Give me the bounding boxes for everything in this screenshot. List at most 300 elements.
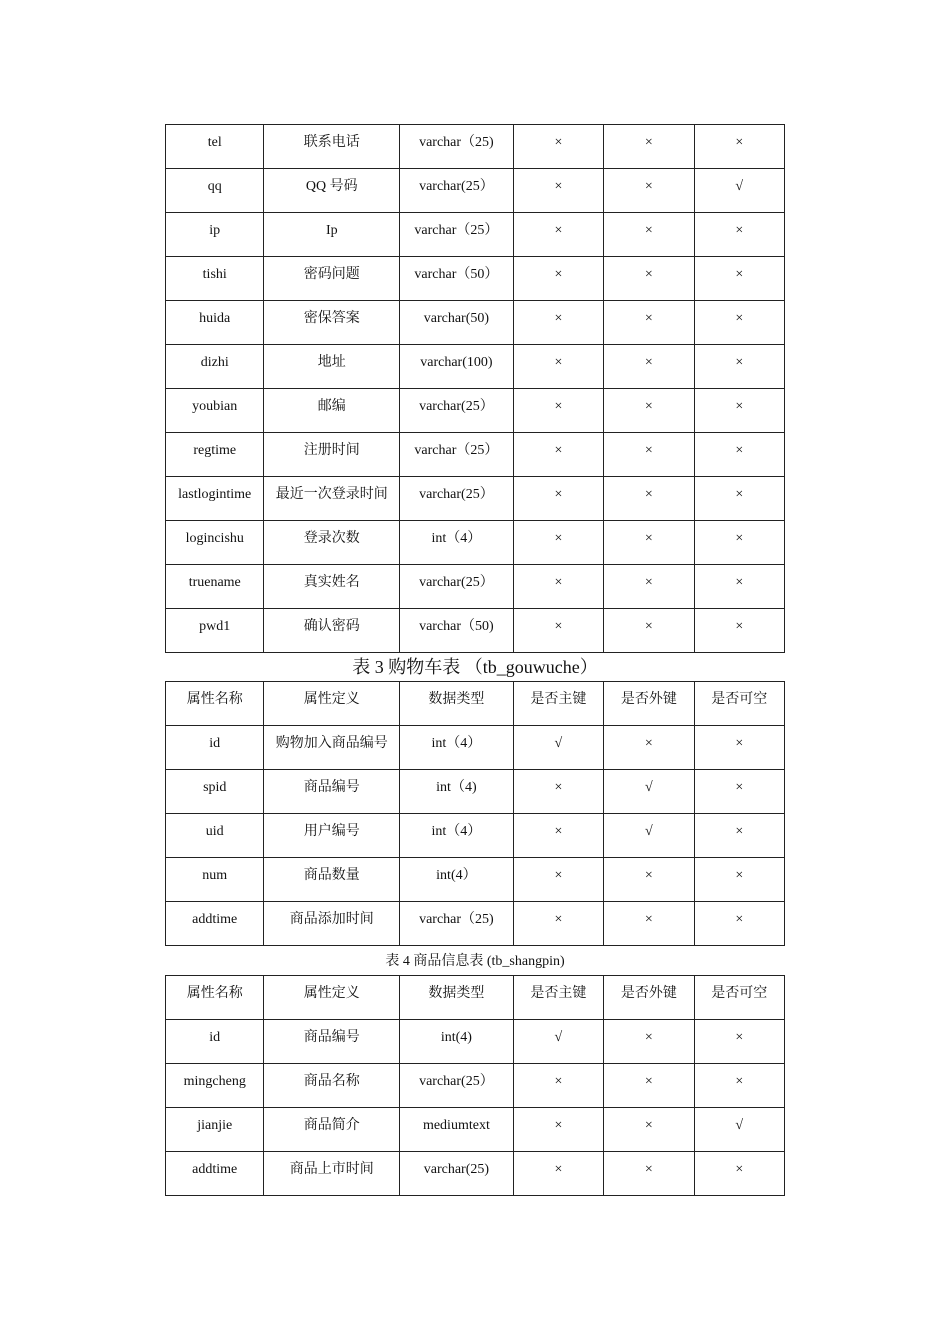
cell-text: 注册时间 — [303, 443, 360, 458]
data-type-cell — [400, 257, 514, 301]
cell-text: × — [554, 267, 563, 282]
header-cell — [264, 976, 400, 1020]
nullable-cell — [694, 213, 784, 257]
foreign-key-cell — [604, 902, 694, 946]
cell-text: spid — [203, 780, 227, 795]
cell-text: × — [644, 736, 653, 751]
cell-text: int(4) — [440, 1030, 472, 1045]
data-type-cell — [400, 169, 514, 213]
nullable-cell — [694, 477, 784, 521]
cell-text: × — [554, 531, 563, 546]
cell-text: 密码问题 — [303, 267, 360, 282]
attr-def-cell — [264, 726, 400, 770]
cell-text: × — [735, 443, 744, 458]
cell-text: × — [644, 487, 653, 502]
cell-text: Ip — [325, 223, 338, 238]
cart-table — [165, 681, 785, 946]
cell-text: num — [202, 868, 228, 883]
cell-text: × — [644, 1118, 653, 1133]
cell-text: varchar（50） — [414, 267, 499, 282]
table-row — [166, 609, 785, 653]
cell-text: varchar（25） — [414, 223, 499, 238]
cell-text: × — [644, 531, 653, 546]
primary-key-cell — [513, 169, 603, 213]
cell-text: × — [735, 267, 744, 282]
cell-text: × — [735, 531, 744, 546]
attr-def-cell — [264, 477, 400, 521]
foreign-key-cell — [604, 565, 694, 609]
cell-text: varchar(25） — [419, 1074, 494, 1089]
primary-key-cell — [513, 726, 603, 770]
cell-text: varchar(25） — [419, 575, 494, 590]
cell-text: × — [644, 135, 653, 150]
data-type-cell — [400, 1020, 514, 1064]
cell-text: × — [554, 780, 563, 795]
cell-text: √ — [644, 824, 653, 839]
cell-text: √ — [735, 179, 744, 194]
data-type-cell — [400, 389, 514, 433]
data-type-cell — [400, 1152, 514, 1196]
attr-def-cell — [264, 125, 400, 169]
attr-name-cell — [166, 1064, 264, 1108]
attr-name-cell — [166, 433, 264, 477]
table-header-row — [166, 976, 785, 1020]
cell-text: id — [209, 1030, 221, 1045]
cell-text: uid — [205, 824, 224, 839]
attr-name-cell — [166, 565, 264, 609]
cell-text: pwd1 — [199, 619, 231, 634]
table-body — [166, 976, 785, 1196]
cell-text: √ — [644, 780, 653, 795]
cell-text: truename — [188, 575, 241, 590]
attr-def-cell — [264, 257, 400, 301]
attr-def-cell — [264, 1020, 400, 1064]
foreign-key-cell — [604, 770, 694, 814]
cell-text: varchar(100) — [420, 355, 493, 370]
attr-name-cell — [166, 389, 264, 433]
user-table-continued — [165, 124, 785, 653]
cell-text: × — [644, 619, 653, 634]
attr-name-cell — [166, 770, 264, 814]
table-body — [166, 682, 785, 946]
cell-text: QQ 号码 — [305, 179, 358, 194]
header-cell — [400, 976, 514, 1020]
nullable-cell — [694, 521, 784, 565]
cell-text: 商品添加时间 — [289, 912, 374, 927]
cell-text: × — [644, 912, 653, 927]
cell-text: 联系电话 — [303, 135, 360, 150]
table-row — [166, 389, 785, 433]
header-cell — [694, 976, 784, 1020]
cell-text: × — [554, 1074, 563, 1089]
cell-text: × — [644, 267, 653, 282]
cell-text: × — [644, 868, 653, 883]
data-type-cell — [400, 902, 514, 946]
foreign-key-cell — [604, 1064, 694, 1108]
cell-text: × — [735, 223, 744, 238]
cell-text: addtime — [192, 1162, 238, 1177]
foreign-key-cell — [604, 1020, 694, 1064]
primary-key-cell — [513, 1020, 603, 1064]
cell-text: × — [735, 1162, 744, 1177]
cell-text: 购物加入商品编号 — [275, 736, 388, 751]
cell-text: 属性定义 — [303, 692, 360, 707]
cell-text: × — [554, 179, 563, 194]
primary-key-cell — [513, 609, 603, 653]
data-type-cell — [400, 726, 514, 770]
cell-text: int（4） — [431, 531, 482, 546]
table-row — [166, 257, 785, 301]
cell-text: × — [735, 868, 744, 883]
cell-text: × — [554, 868, 563, 883]
table-row — [166, 477, 785, 521]
cell-text: varchar(25） — [419, 179, 494, 194]
primary-key-cell — [513, 389, 603, 433]
cell-text: √ — [735, 1118, 744, 1133]
attr-name-cell — [166, 169, 264, 213]
cell-text: int（4） — [431, 824, 482, 839]
cell-text: lastlogintime — [178, 487, 252, 502]
table-row — [166, 213, 785, 257]
cell-text: jianjie — [197, 1118, 233, 1133]
nullable-cell — [694, 1152, 784, 1196]
data-type-cell — [400, 521, 514, 565]
attr-name-cell — [166, 213, 264, 257]
data-type-cell — [400, 814, 514, 858]
foreign-key-cell — [604, 814, 694, 858]
primary-key-cell — [513, 433, 603, 477]
foreign-key-cell — [604, 858, 694, 902]
product-table — [165, 975, 785, 1196]
cell-text: huida — [199, 311, 231, 326]
cell-text: varchar(25) — [423, 1162, 490, 1177]
attr-def-cell — [264, 814, 400, 858]
cell-text: × — [644, 575, 653, 590]
cell-text: × — [735, 575, 744, 590]
cell-text: × — [735, 311, 744, 326]
attr-name-cell — [166, 1152, 264, 1196]
cell-text: varchar（25） — [414, 443, 499, 458]
cell-text: varchar（25) — [419, 135, 494, 150]
cell-text: mingcheng — [183, 1074, 246, 1089]
cell-text: 属性名称 — [186, 692, 243, 707]
nullable-cell — [694, 389, 784, 433]
cell-text: tishi — [202, 267, 227, 282]
attr-def-cell — [264, 1152, 400, 1196]
nullable-cell — [694, 770, 784, 814]
attr-name-cell — [166, 477, 264, 521]
nullable-cell — [694, 565, 784, 609]
attr-name-cell — [166, 125, 264, 169]
cell-text: mediumtext — [422, 1118, 490, 1133]
primary-key-cell — [513, 301, 603, 345]
attr-def-cell — [264, 345, 400, 389]
attr-def-cell — [264, 609, 400, 653]
foreign-key-cell — [604, 433, 694, 477]
table-row — [166, 565, 785, 609]
cell-text: × — [644, 355, 653, 370]
nullable-cell — [694, 902, 784, 946]
cell-text: 商品简介 — [303, 1118, 360, 1133]
cell-text: varchar(25） — [419, 487, 494, 502]
attr-name-cell — [166, 858, 264, 902]
cell-text: × — [735, 487, 744, 502]
cell-text: int（4) — [436, 780, 477, 795]
header-cell — [166, 682, 264, 726]
cell-text: int(4） — [436, 868, 477, 883]
nullable-cell — [694, 1020, 784, 1064]
foreign-key-cell — [604, 345, 694, 389]
foreign-key-cell — [604, 125, 694, 169]
attr-def-cell — [264, 858, 400, 902]
table-4-caption: 表 4 商品信息表 (tb_shangpin) — [385, 954, 565, 969]
table-row — [166, 814, 785, 858]
cell-text: × — [554, 223, 563, 238]
nullable-cell — [694, 169, 784, 213]
foreign-key-cell — [604, 389, 694, 433]
cell-text: × — [554, 912, 563, 927]
cell-text: regtime — [193, 443, 237, 458]
attr-def-cell — [264, 902, 400, 946]
attr-def-cell — [264, 1064, 400, 1108]
cell-text: 登录次数 — [303, 531, 360, 546]
cell-text: 是否主键 — [530, 692, 587, 707]
cell-text: × — [554, 824, 563, 839]
primary-key-cell — [513, 565, 603, 609]
cell-text: 是否外键 — [620, 986, 677, 1001]
cell-text: × — [554, 399, 563, 414]
cell-text: × — [644, 179, 653, 194]
primary-key-cell — [513, 1152, 603, 1196]
data-type-cell — [400, 125, 514, 169]
table-row — [166, 1020, 785, 1064]
data-type-cell — [400, 345, 514, 389]
cell-text: 是否外键 — [620, 692, 677, 707]
foreign-key-cell — [604, 169, 694, 213]
cell-text: × — [644, 311, 653, 326]
nullable-cell — [694, 125, 784, 169]
data-type-cell — [400, 770, 514, 814]
cell-text: × — [735, 780, 744, 795]
cell-text: × — [735, 1030, 744, 1045]
cell-text: 真实姓名 — [303, 575, 360, 590]
primary-key-cell — [513, 521, 603, 565]
table-row — [166, 521, 785, 565]
attr-name-cell — [166, 521, 264, 565]
foreign-key-cell — [604, 1152, 694, 1196]
header-cell — [264, 682, 400, 726]
header-cell — [166, 976, 264, 1020]
cell-text: addtime — [192, 912, 238, 927]
attr-name-cell — [166, 257, 264, 301]
cell-text: × — [735, 912, 744, 927]
table-row — [166, 1108, 785, 1152]
attr-def-cell — [264, 301, 400, 345]
primary-key-cell — [513, 902, 603, 946]
cell-text: varchar(50) — [423, 311, 490, 326]
table-row — [166, 1152, 785, 1196]
primary-key-cell — [513, 770, 603, 814]
cell-text: 是否可空 — [711, 986, 768, 1001]
data-type-cell — [400, 858, 514, 902]
foreign-key-cell — [604, 213, 694, 257]
cell-text: varchar(25） — [419, 399, 494, 414]
primary-key-cell — [513, 1108, 603, 1152]
primary-key-cell — [513, 814, 603, 858]
cell-text: 商品名称 — [303, 1074, 360, 1089]
foreign-key-cell — [604, 521, 694, 565]
nullable-cell — [694, 726, 784, 770]
attr-def-cell — [264, 433, 400, 477]
cell-text: × — [554, 1118, 563, 1133]
cell-text: 用户编号 — [303, 824, 360, 839]
table-row — [166, 433, 785, 477]
foreign-key-cell — [604, 609, 694, 653]
attr-name-cell — [166, 902, 264, 946]
cell-text: × — [554, 443, 563, 458]
data-type-cell — [400, 301, 514, 345]
data-type-cell — [400, 1064, 514, 1108]
cell-text: 是否主键 — [530, 986, 587, 1001]
cell-text: × — [644, 1074, 653, 1089]
header-cell — [604, 682, 694, 726]
foreign-key-cell — [604, 257, 694, 301]
cell-text: varchar（25) — [419, 912, 494, 927]
cell-text: 商品编号 — [303, 780, 360, 795]
cell-text: 密保答案 — [303, 311, 360, 326]
table-row — [166, 726, 785, 770]
cell-text: × — [554, 487, 563, 502]
data-type-cell — [400, 477, 514, 521]
attr-name-cell — [166, 726, 264, 770]
cell-text: 商品数量 — [303, 868, 360, 883]
cell-text: int（4） — [431, 736, 482, 751]
nullable-cell — [694, 858, 784, 902]
attr-name-cell — [166, 1108, 264, 1152]
header-cell — [513, 682, 603, 726]
cell-text: 地址 — [317, 355, 346, 370]
cell-text: √ — [554, 1030, 563, 1045]
primary-key-cell — [513, 858, 603, 902]
cell-text: 数据类型 — [428, 692, 485, 707]
table-row — [166, 301, 785, 345]
data-type-cell — [400, 609, 514, 653]
cell-text: 是否可空 — [711, 692, 768, 707]
table-row — [166, 125, 785, 169]
cell-text: qq — [207, 179, 222, 194]
data-type-cell — [400, 565, 514, 609]
nullable-cell — [694, 609, 784, 653]
attr-name-cell — [166, 301, 264, 345]
cell-text: 商品上市时间 — [289, 1162, 374, 1177]
attr-def-cell — [264, 169, 400, 213]
cell-text: × — [644, 399, 653, 414]
cell-text: √ — [554, 736, 563, 751]
cell-text: × — [644, 443, 653, 458]
cell-text: dizhi — [200, 355, 229, 370]
attr-name-cell — [166, 814, 264, 858]
cell-text: × — [554, 1162, 563, 1177]
attr-def-cell — [264, 1108, 400, 1152]
attr-def-cell — [264, 770, 400, 814]
cell-text: × — [735, 824, 744, 839]
cell-text: × — [735, 736, 744, 751]
attr-def-cell — [264, 389, 400, 433]
primary-key-cell — [513, 1064, 603, 1108]
nullable-cell — [694, 257, 784, 301]
cell-text: × — [644, 1030, 653, 1045]
cell-text: id — [209, 736, 221, 751]
primary-key-cell — [513, 125, 603, 169]
cell-text: × — [644, 1162, 653, 1177]
cell-text: logincishu — [185, 531, 244, 546]
nullable-cell — [694, 814, 784, 858]
primary-key-cell — [513, 213, 603, 257]
nullable-cell — [694, 1064, 784, 1108]
header-cell — [694, 682, 784, 726]
primary-key-cell — [513, 477, 603, 521]
cell-text: 最近一次登录时间 — [275, 487, 388, 502]
cell-text: × — [735, 1074, 744, 1089]
primary-key-cell — [513, 257, 603, 301]
table-row — [166, 345, 785, 389]
header-cell — [400, 682, 514, 726]
cell-text: × — [554, 135, 563, 150]
table-row — [166, 858, 785, 902]
cell-text: × — [644, 223, 653, 238]
data-type-cell — [400, 1108, 514, 1152]
cell-text: youbian — [192, 399, 238, 414]
table-row — [166, 169, 785, 213]
cell-text: 商品编号 — [303, 1030, 360, 1045]
cell-text: × — [554, 355, 563, 370]
header-cell — [513, 976, 603, 1020]
cell-text: × — [554, 619, 563, 634]
cell-text: × — [554, 311, 563, 326]
attr-def-cell — [264, 213, 400, 257]
table-row — [166, 902, 785, 946]
cell-text: 数据类型 — [428, 986, 485, 1001]
header-cell — [604, 976, 694, 1020]
data-type-cell — [400, 433, 514, 477]
table-body — [166, 125, 785, 653]
attr-name-cell — [166, 609, 264, 653]
attr-def-cell — [264, 565, 400, 609]
foreign-key-cell — [604, 726, 694, 770]
table-row — [166, 770, 785, 814]
cell-text: ip — [209, 223, 221, 238]
cell-text: varchar（50) — [419, 619, 494, 634]
cell-text: 邮编 — [317, 399, 346, 414]
cell-text: 属性定义 — [303, 986, 360, 1001]
cell-text: × — [554, 575, 563, 590]
table-row — [166, 1064, 785, 1108]
attr-def-cell — [264, 521, 400, 565]
data-type-cell — [400, 213, 514, 257]
cell-text: × — [735, 355, 744, 370]
nullable-cell — [694, 1108, 784, 1152]
cell-text: × — [735, 619, 744, 634]
nullable-cell — [694, 301, 784, 345]
cell-text: × — [735, 399, 744, 414]
cell-text: tel — [207, 135, 222, 150]
foreign-key-cell — [604, 301, 694, 345]
cell-text: × — [735, 135, 744, 150]
foreign-key-cell — [604, 477, 694, 521]
attr-name-cell — [166, 1020, 264, 1064]
nullable-cell — [694, 345, 784, 389]
cell-text: 属性名称 — [186, 986, 243, 1001]
